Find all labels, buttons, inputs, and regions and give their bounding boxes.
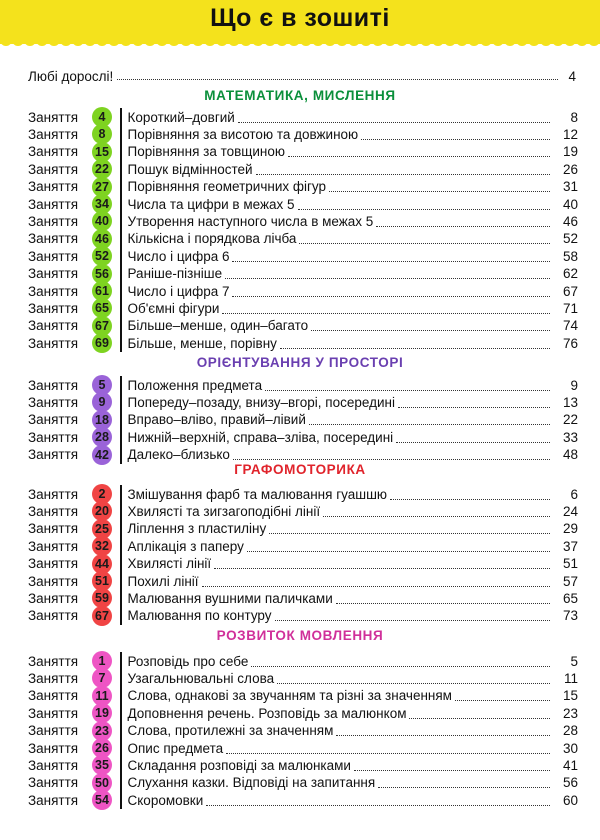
lesson-number-badge: 27 (92, 177, 112, 197)
lesson-number-badge: 8 (92, 124, 112, 144)
lesson-label: Заняття (28, 608, 79, 624)
lesson-label: Заняття (28, 556, 79, 572)
page-number: 33 (562, 429, 578, 445)
lesson-number-badge: 26 (92, 738, 112, 758)
lesson-label: Заняття (28, 429, 79, 445)
dot-leader (238, 112, 550, 123)
separator (120, 393, 122, 411)
lesson-number-badge: 65 (92, 298, 112, 318)
dot-leader (251, 656, 550, 667)
lesson-number-badge: 1 (92, 651, 112, 671)
lesson-title: Короткий–довгий (127, 109, 235, 125)
separator (120, 143, 122, 161)
dot-leader (336, 593, 550, 604)
lesson-title: Попереду–позаду, внизу–вгорі, посередині (127, 394, 395, 410)
lesson-label: Заняття (28, 266, 79, 282)
intro-page: 4 (568, 69, 576, 84)
page-number: 13 (562, 394, 578, 410)
lesson-number-badge: 4 (92, 107, 112, 127)
separator (120, 502, 122, 520)
lesson-title: Об'ємні фігури (127, 300, 220, 316)
lesson-number-badge: 46 (92, 229, 112, 249)
toc-row[interactable] (28, 376, 578, 394)
lesson-number-badge: 2 (92, 484, 112, 504)
toc-row[interactable] (28, 589, 578, 607)
separator (120, 376, 122, 394)
separator (120, 195, 122, 213)
separator (120, 282, 122, 300)
lesson-number-badge: 54 (92, 790, 112, 810)
dot-leader (265, 380, 550, 391)
lesson-label: Заняття (28, 447, 79, 463)
lesson-title: Число і цифра 7 (127, 283, 230, 299)
toc-row[interactable] (28, 265, 578, 283)
lesson-label: Заняття (28, 126, 79, 142)
toc-row[interactable] (28, 428, 578, 446)
toc-row[interactable] (28, 212, 578, 230)
lesson-label: Заняття (28, 231, 79, 247)
page-title: Що є в зошиті (210, 4, 390, 32)
page-number: 8 (570, 109, 578, 125)
separator (120, 756, 122, 774)
lesson-number-badge: 28 (92, 427, 112, 447)
lesson-label: Заняття (28, 723, 79, 739)
separator (120, 247, 122, 265)
lesson-title: Порівняння за висотою та довжиною (127, 126, 359, 142)
separator (120, 791, 122, 809)
dot-leader (376, 216, 550, 227)
dot-leader (398, 397, 550, 408)
lesson-title: Нижній–верхній, справа–зліва, посередині (127, 429, 394, 445)
dot-leader (309, 414, 550, 425)
lesson-title: Далеко–близько (127, 447, 230, 463)
separator (120, 520, 122, 538)
lesson-title: Узагальнювальні слова (127, 670, 275, 686)
toc-row[interactable] (28, 334, 578, 352)
separator (120, 739, 122, 757)
scallop-border (0, 40, 600, 52)
page-number: 30 (562, 740, 578, 756)
lesson-number-badge: 42 (92, 445, 112, 465)
toc-row[interactable] (28, 299, 578, 317)
lesson-number-badge: 51 (92, 571, 112, 591)
lesson-label: Заняття (28, 688, 79, 704)
lesson-number-badge: 61 (92, 281, 112, 301)
lesson-title: Малювання вушними паличками (127, 590, 333, 606)
page-number: 11 (563, 670, 578, 686)
lesson-title: Пошук відмінностей (127, 161, 253, 177)
lesson-title: Числа та цифри в межах 5 (127, 196, 295, 212)
separator (120, 411, 122, 429)
separator (120, 446, 122, 464)
lesson-number-badge: 50 (92, 773, 112, 793)
toc-row[interactable] (28, 393, 578, 411)
page-number: 62 (562, 266, 578, 282)
toc-row[interactable] (28, 282, 578, 300)
lesson-title: Порівняння за товщиною (127, 144, 286, 160)
intro-row[interactable] (28, 66, 576, 84)
lesson-title: Розповідь про себе (127, 653, 249, 669)
lesson-label: Заняття (28, 109, 79, 125)
lesson-number-badge: 32 (92, 536, 112, 556)
lesson-number-badge: 34 (92, 194, 112, 214)
page-number: 71 (562, 300, 578, 316)
lesson-number-badge: 19 (92, 703, 112, 723)
lesson-title: Вправо–вліво, правий–лівий (127, 412, 306, 428)
lesson-label: Заняття (28, 670, 79, 686)
separator (120, 555, 122, 573)
separator (120, 125, 122, 143)
page-number: 57 (562, 573, 578, 589)
separator (120, 774, 122, 792)
separator (120, 572, 122, 590)
page-number: 9 (570, 377, 578, 393)
separator (120, 722, 122, 740)
lesson-label: Заняття (28, 590, 79, 606)
lesson-title: Хвилясті та зигзагоподібні лінії (127, 503, 321, 519)
dot-leader (396, 432, 550, 443)
dot-leader (299, 233, 550, 244)
lesson-number-badge: 69 (92, 333, 112, 353)
separator (120, 265, 122, 283)
lesson-title: Змішування фарб та малювання гуашшю (127, 486, 388, 502)
dot-leader (277, 673, 550, 684)
toc-row[interactable] (28, 411, 578, 429)
lesson-label: Заняття (28, 792, 79, 808)
lesson-label: Заняття (28, 196, 79, 212)
lesson-label: Заняття (28, 318, 79, 334)
toc-row[interactable] (28, 125, 578, 143)
dot-leader (288, 146, 550, 157)
separator (120, 485, 122, 503)
page-number: 65 (562, 590, 578, 606)
lesson-number-badge: 18 (92, 410, 112, 430)
separator (120, 669, 122, 687)
page-number: 31 (562, 179, 578, 195)
lesson-number-badge: 20 (92, 501, 112, 521)
page-number: 19 (562, 144, 578, 160)
toc-row[interactable] (28, 160, 578, 178)
separator (120, 652, 122, 670)
page-number: 41 (562, 757, 578, 773)
lesson-number-badge: 7 (92, 668, 112, 688)
lesson-number-badge: 15 (92, 142, 112, 162)
page-number: 74 (562, 318, 578, 334)
lesson-number-badge: 59 (92, 588, 112, 608)
toc-row[interactable] (28, 756, 578, 774)
lesson-title: Ліплення з пластиліну (127, 521, 267, 537)
lesson-number-badge: 35 (92, 755, 112, 775)
dot-leader (329, 181, 550, 192)
page-number: 40 (562, 196, 578, 212)
dot-leader (361, 129, 550, 140)
separator (120, 317, 122, 335)
lesson-label: Заняття (28, 740, 79, 756)
lesson-label: Заняття (28, 144, 79, 160)
toc-row[interactable] (28, 195, 578, 213)
page-number: 67 (562, 283, 578, 299)
toc-row[interactable] (28, 704, 578, 722)
lesson-number-badge: 23 (92, 721, 112, 741)
toc-row[interactable] (28, 537, 578, 555)
page-number: 37 (562, 538, 578, 554)
page-number: 46 (562, 213, 578, 229)
dot-leader (323, 506, 550, 517)
dot-leader (256, 164, 550, 175)
separator (120, 178, 122, 196)
separator (120, 687, 122, 705)
section-header: РОЗВИТОК МОВЛЕННЯ (216, 628, 384, 643)
lesson-label: Заняття (28, 705, 79, 721)
page-number: 5 (570, 653, 578, 669)
dot-leader (354, 760, 550, 771)
lesson-number-badge: 25 (92, 519, 112, 539)
lesson-title: Складання розповіді за малюнками (127, 757, 351, 773)
toc-row[interactable] (28, 739, 578, 757)
lesson-label: Заняття (28, 412, 79, 428)
dot-leader (311, 320, 550, 331)
lesson-title: Порівняння геометричних фігур (127, 179, 327, 195)
lesson-number-badge: 22 (92, 159, 112, 179)
dot-leader (232, 286, 550, 297)
lesson-number-badge: 52 (92, 246, 112, 266)
toc-row[interactable] (28, 520, 578, 538)
separator (120, 299, 122, 317)
page-number: 24 (562, 503, 578, 519)
lesson-title: Слухання казки. Відповіді на запитання (127, 775, 376, 791)
toc-row[interactable] (28, 652, 578, 670)
lesson-number-badge: 67 (92, 606, 112, 626)
dot-leader (225, 268, 550, 279)
dot-leader (206, 795, 550, 806)
dot-leader (298, 199, 550, 210)
lesson-title: Раніше-пізніше (127, 266, 223, 282)
page-number: 76 (562, 335, 578, 351)
separator (120, 607, 122, 625)
dot-leader (202, 576, 550, 587)
lesson-title: Більше–менше, один–багато (127, 318, 309, 334)
lesson-title: Скоромовки (127, 792, 204, 808)
dot-leader (222, 303, 550, 314)
toc-row[interactable] (28, 572, 578, 590)
lesson-label: Заняття (28, 394, 79, 410)
dot-leader (214, 558, 550, 569)
toc-row[interactable] (28, 722, 578, 740)
lesson-number-badge: 67 (92, 316, 112, 336)
separator (120, 537, 122, 555)
toc-row[interactable] (28, 774, 578, 792)
lesson-label: Заняття (28, 521, 79, 537)
lesson-label: Заняття (28, 653, 79, 669)
toc-row[interactable] (28, 791, 578, 809)
dot-leader (390, 489, 550, 500)
lesson-label: Заняття (28, 283, 79, 299)
toc-row[interactable] (28, 317, 578, 335)
lesson-number-badge: 9 (92, 392, 112, 412)
toc-row[interactable] (28, 607, 578, 625)
lesson-label: Заняття (28, 300, 79, 316)
page-number: 12 (562, 126, 578, 142)
dot-leader (233, 449, 550, 460)
lesson-label: Заняття (28, 179, 79, 195)
separator (120, 212, 122, 230)
toc-row[interactable] (28, 247, 578, 265)
dot-leader (378, 777, 550, 788)
page-number: 52 (562, 231, 578, 247)
dot-leader (232, 251, 550, 262)
dot-leader (336, 725, 550, 736)
lesson-number-badge: 40 (92, 211, 112, 231)
page-number: 28 (562, 723, 578, 739)
lesson-title: Утворення наступного числа в межах 5 (127, 213, 374, 229)
lesson-label: Заняття (28, 538, 79, 554)
lesson-number-badge: 44 (92, 554, 112, 574)
separator (120, 160, 122, 178)
toc-row[interactable] (28, 669, 578, 687)
lesson-label: Заняття (28, 161, 79, 177)
toc-row[interactable] (28, 555, 578, 573)
lesson-title: Хвилясті лінії (127, 556, 212, 572)
page-number: 22 (562, 412, 578, 428)
lesson-title: Число і цифра 6 (127, 248, 230, 264)
lesson-label: Заняття (28, 503, 79, 519)
separator (120, 589, 122, 607)
page-number: 56 (562, 775, 578, 791)
lesson-title: Більше, менше, порівну (127, 335, 277, 351)
section-header: ОРІЄНТУВАННЯ У ПРОСТОРІ (196, 355, 404, 370)
toc-row[interactable] (28, 108, 578, 126)
page-number: 29 (562, 521, 578, 537)
page-number: 73 (562, 608, 578, 624)
lesson-label: Заняття (28, 335, 79, 351)
section-header: ГРАФОМОТОРИКА (234, 462, 366, 477)
lesson-label: Заняття (28, 775, 79, 791)
dot-leader (455, 690, 550, 701)
page-number: 60 (562, 792, 578, 808)
lesson-label: Заняття (28, 486, 79, 502)
separator (120, 108, 122, 126)
lesson-title: Кількісна і порядкова лічба (127, 231, 297, 247)
lesson-title: Положення предмета (127, 377, 263, 393)
lesson-number-badge: 5 (92, 375, 112, 395)
page-number: 15 (562, 688, 578, 704)
lesson-label: Заняття (28, 248, 79, 264)
lesson-label: Заняття (28, 213, 79, 229)
dot-leader (409, 708, 550, 719)
section-header: МАТЕМАТИКА, МИСЛЕННЯ (204, 88, 396, 103)
lesson-title: Слова, однакові за звучанням та різні за значенням (127, 688, 452, 704)
dot-leader (275, 610, 550, 621)
lesson-label: Заняття (28, 377, 79, 393)
lesson-title: Слова, протилежні за значенням (127, 723, 334, 739)
toc-row[interactable] (28, 502, 578, 520)
separator (120, 428, 122, 446)
lesson-label: Заняття (28, 757, 79, 773)
page-number: 58 (562, 248, 578, 264)
dot-leader (247, 541, 550, 552)
toc-row[interactable] (28, 143, 578, 161)
page-number: 26 (562, 161, 578, 177)
lesson-title: Опис предмета (127, 740, 224, 756)
lesson-number-badge: 11 (92, 686, 112, 706)
page-number: 51 (562, 556, 578, 572)
separator (120, 230, 122, 248)
lesson-label: Заняття (28, 573, 79, 589)
dot-leader (226, 743, 550, 754)
page-number: 6 (570, 486, 578, 502)
toc-row[interactable] (28, 446, 578, 464)
lesson-title: Доповнення речень. Розповідь за малюнком (127, 705, 407, 721)
lesson-title: Аплікація з паперу (127, 538, 244, 554)
separator (120, 704, 122, 722)
page-number: 48 (562, 447, 578, 463)
dot-leader (117, 79, 558, 80)
intro-label: Любі дорослі! (28, 69, 114, 84)
lesson-title: Малювання по контуру (127, 608, 272, 624)
page-number: 23 (562, 705, 578, 721)
toc-row[interactable] (28, 178, 578, 196)
separator (120, 334, 122, 352)
lesson-title: Похилі лінії (127, 573, 199, 589)
lesson-number-badge: 56 (92, 264, 112, 284)
toc-row[interactable] (28, 687, 578, 705)
toc-row[interactable] (28, 485, 578, 503)
toc-row[interactable] (28, 230, 578, 248)
dot-leader (269, 523, 550, 534)
dot-leader (280, 338, 550, 349)
